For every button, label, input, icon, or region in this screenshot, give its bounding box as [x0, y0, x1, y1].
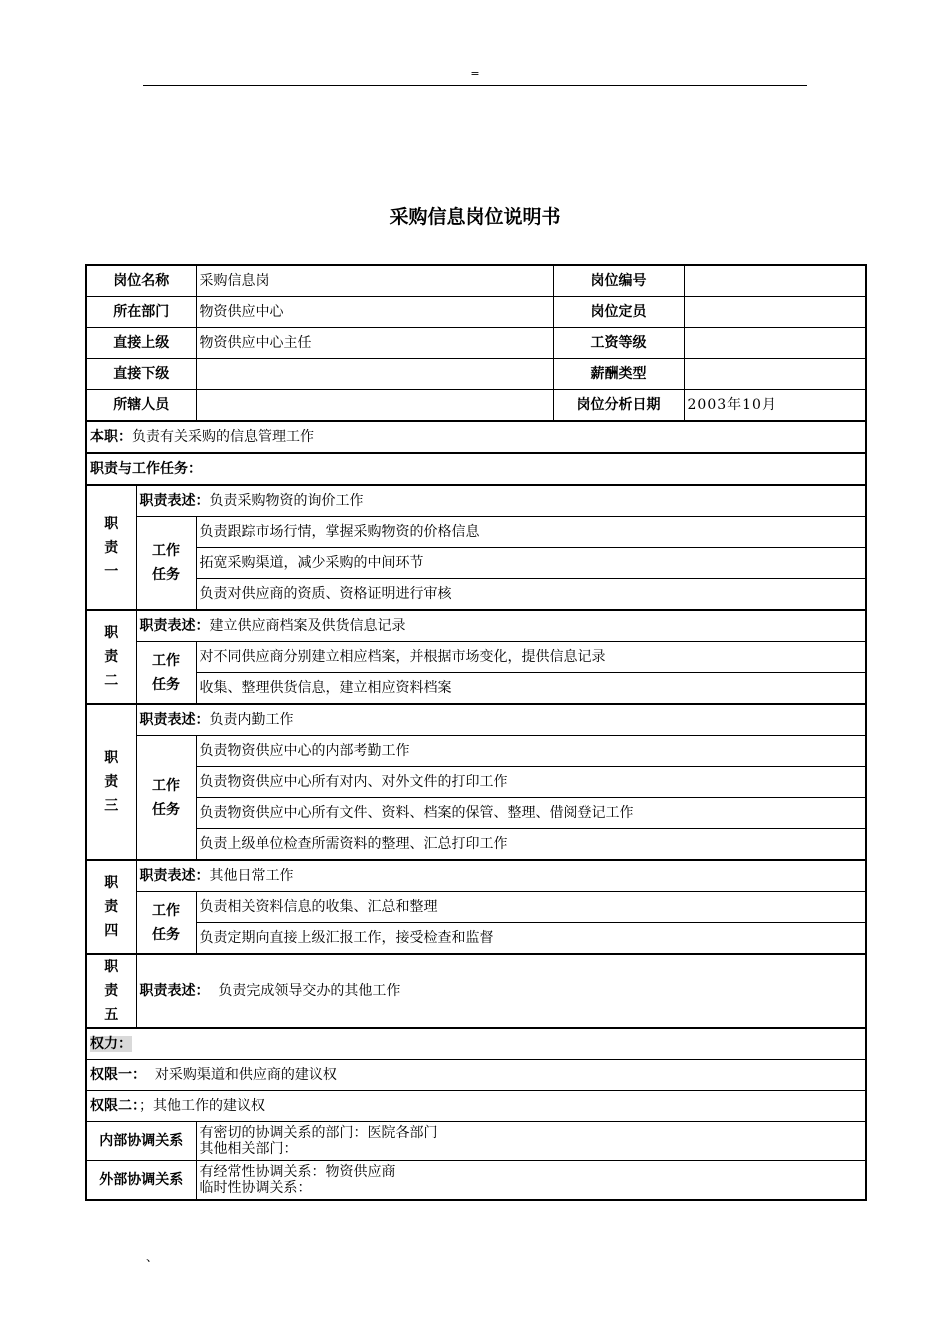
- duty-1-task-3: 负责对供应商的资质、资格证明进行审核: [196, 579, 866, 611]
- footer-mark: 、: [146, 1250, 159, 1264]
- authority-1: 权限一： 对采购渠道和供应商的建议权: [86, 1060, 866, 1091]
- duty-1-task-label: 工作 任务: [136, 517, 196, 611]
- duty-2-statement: 职责表述：建立供应商档案及供货信息记录: [136, 610, 866, 642]
- core-duty-cell: [86, 421, 866, 453]
- internal-relations-label: 内部协调关系: [86, 1122, 196, 1161]
- staff-value: [196, 390, 553, 422]
- salary-grade-value: [684, 328, 866, 359]
- duty-4-task-1: 负责相关资料信息的收集、汇总和整理: [196, 892, 866, 923]
- duty-1-task-2: 拓宽采购渠道，减少采购的中间环节: [196, 548, 866, 579]
- duty-3-task-4-row: [86, 829, 866, 861]
- duty-3-task-3-row: [86, 798, 866, 829]
- duty-3-task-2-row: [86, 767, 866, 798]
- row-core-duty: [86, 421, 866, 453]
- duty-3-task-2: 负责物资供应中心所有对内、对外文件的打印工作: [196, 767, 866, 798]
- authority-2: 权限二：；其他工作的建议权: [86, 1091, 866, 1122]
- duty-2-task-label: 工作 任务: [136, 642, 196, 705]
- duty-3-statement: 职责表述：负责内勤工作: [136, 704, 866, 736]
- core-duty-label: 本职：: [90, 428, 132, 445]
- duty-3-statement-row: [86, 704, 866, 736]
- duty-1-side-label: 职 责 一: [86, 485, 136, 610]
- core-duty-text: 负责有关采购的信息管理工作: [132, 428, 314, 445]
- authority-header: 权力：: [90, 1035, 132, 1052]
- document-title: 采购信息岗位说明书: [389, 206, 561, 228]
- duty-1-task-1-row: [86, 517, 866, 548]
- row-subordinate: [86, 359, 866, 390]
- duty-1-statement-row: [86, 485, 866, 517]
- duty-2-task-2-row: [86, 673, 866, 705]
- duty-5-statement: 职责表述： 负责完成领导交办的其他工作: [136, 954, 866, 1028]
- position-name-value: 采购信息岗: [196, 265, 553, 297]
- duty-2-side-label: 职 责 二: [86, 610, 136, 704]
- position-name-label: 岗位名称: [86, 265, 196, 297]
- duty-1-task-1: 负责跟踪市场行情，掌握采购物资的价格信息: [196, 517, 866, 548]
- authority-header-cell: [86, 1028, 866, 1060]
- row-authority-header: [86, 1028, 866, 1060]
- header-rule: [143, 85, 807, 86]
- external-relations-value: 有经常性协调关系：物资供应商 临时性协调关系：: [196, 1161, 866, 1201]
- duties-header: 职责与工作任务：: [86, 453, 866, 485]
- duty-4-side-label: 职 责 四: [86, 860, 136, 954]
- duty-2-task-1: 对不同供应商分别建立相应档案，并根据市场变化，提供信息记录: [196, 642, 866, 673]
- duty-4-task-label: 工作 任务: [136, 892, 196, 955]
- internal-relations-value: 有密切的协调关系的部门：医院各部门 其他相关部门：: [196, 1122, 866, 1161]
- duty-1-statement: 职责表述：负责采购物资的询价工作: [136, 485, 866, 517]
- pay-type-label: 薪酬类型: [553, 359, 684, 390]
- duty-4-statement: 职责表述：其他日常工作: [136, 860, 866, 892]
- duty-5-row: [86, 954, 866, 1028]
- department-label: 所在部门: [86, 297, 196, 328]
- duty-3-task-3: 负责物资供应中心所有文件、资料、档案的保管、整理、借阅登记工作: [196, 798, 866, 829]
- subordinate-value: [196, 359, 553, 390]
- salary-grade-label: 工资等级: [553, 328, 684, 359]
- duty-1-task-3-row: [86, 579, 866, 611]
- duty-2-statement-row: [86, 610, 866, 642]
- row-superior: [86, 328, 866, 359]
- duty-4-task-2-row: [86, 923, 866, 955]
- superior-value: 物资供应中心主任: [196, 328, 553, 359]
- external-relations-label: 外部协调关系: [86, 1161, 196, 1201]
- analysis-date-label: 岗位分析日期: [553, 390, 684, 422]
- duty-5-side-label: 职 责 五: [86, 954, 136, 1028]
- row-staff: [86, 390, 866, 422]
- duty-3-task-label: 工作 任务: [136, 736, 196, 861]
- superior-label: 直接上级: [86, 328, 196, 359]
- duty-3-side-label: 职 责 三: [86, 704, 136, 860]
- duty-2-task-2: 收集、整理供货信息，建立相应资料档案: [196, 673, 866, 705]
- analysis-date-value: 2003年10月: [684, 390, 866, 422]
- position-no-value: [684, 265, 866, 297]
- duty-4-statement-row: [86, 860, 866, 892]
- job-description-table: [85, 264, 867, 1201]
- row-internal-relations: [86, 1122, 866, 1161]
- duty-2-task-1-row: [86, 642, 866, 673]
- row-authority-2: [86, 1091, 866, 1122]
- row-department: [86, 297, 866, 328]
- row-authority-1: [86, 1060, 866, 1091]
- header-mark: =: [470, 67, 480, 80]
- row-external-relations: [86, 1161, 866, 1201]
- headcount-label: 岗位定员: [553, 297, 684, 328]
- pay-type-value: [684, 359, 866, 390]
- duty-3-task-4: 负责上级单位检查所需资料的整理、汇总打印工作: [196, 829, 866, 861]
- headcount-value: [684, 297, 866, 328]
- subordinate-label: 直接下级: [86, 359, 196, 390]
- row-position-name: [86, 265, 866, 297]
- duty-4-task-2: 负责定期向直接上级汇报工作，接受检查和监督: [196, 923, 866, 955]
- staff-label: 所辖人员: [86, 390, 196, 422]
- department-value: 物资供应中心: [196, 297, 553, 328]
- duty-1-task-2-row: [86, 548, 866, 579]
- duty-3-task-1: 负责物资供应中心的内部考勤工作: [196, 736, 866, 767]
- row-duties-header: [86, 453, 866, 485]
- position-no-label: 岗位编号: [553, 265, 684, 297]
- duty-3-task-1-row: [86, 736, 866, 767]
- duty-4-task-1-row: [86, 892, 866, 923]
